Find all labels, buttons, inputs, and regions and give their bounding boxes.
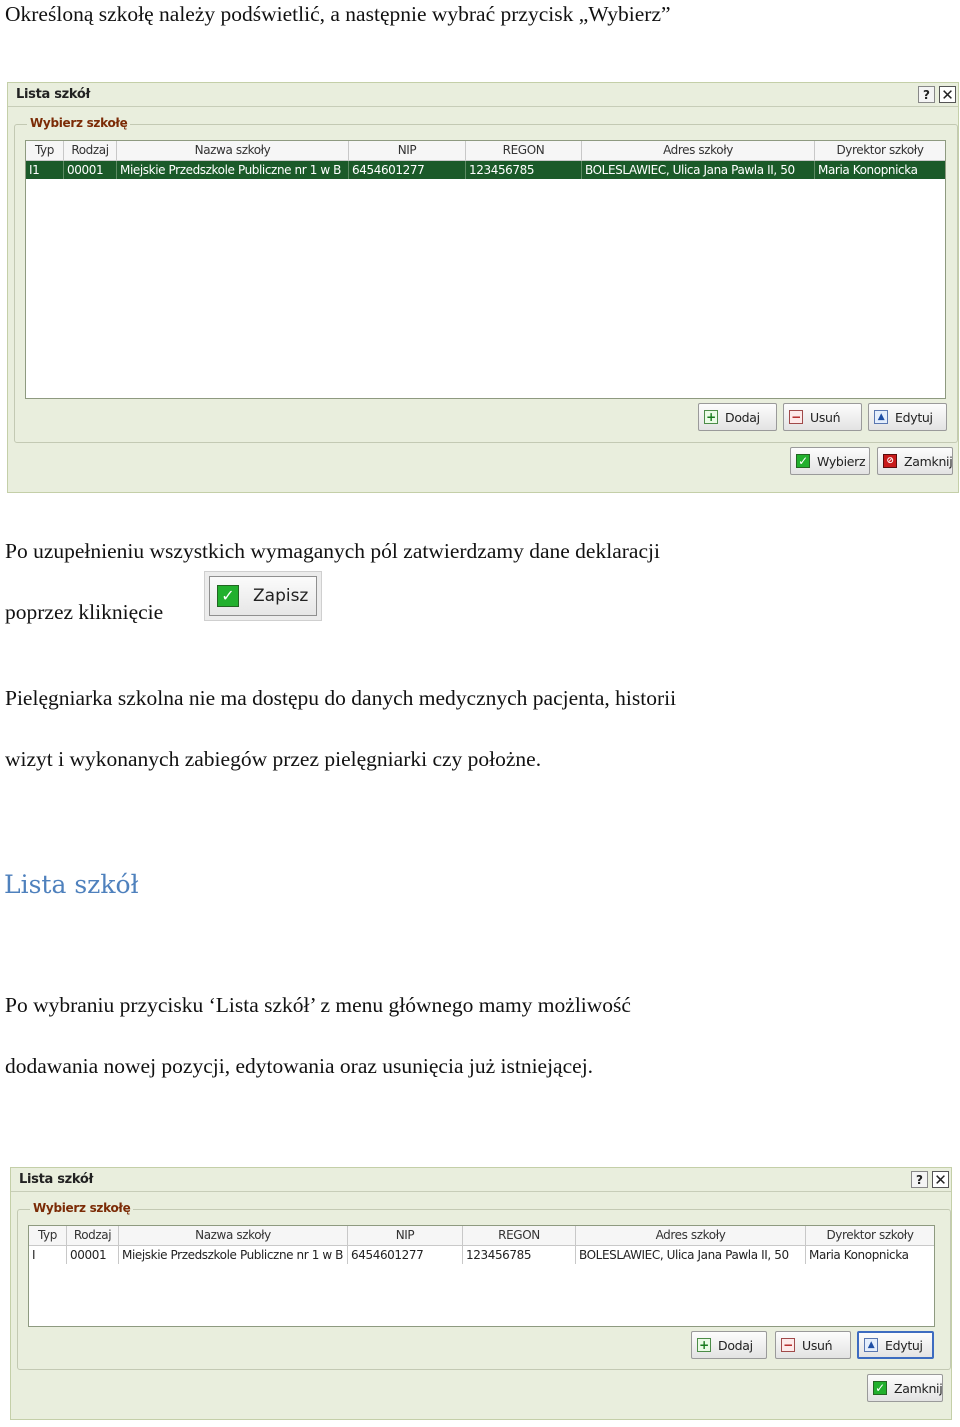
paragraph-list-line1: Po wybraniu przycisku ‘Lista szkół’ z menu głównego mamy możliwość bbox=[5, 993, 631, 1017]
edit-button[interactable] bbox=[868, 403, 947, 431]
help-icon[interactable]: ? bbox=[918, 86, 935, 103]
add-button[interactable] bbox=[691, 1331, 767, 1359]
help-icon[interactable]: ? bbox=[911, 1171, 928, 1188]
close-icon[interactable]: ✕ bbox=[939, 86, 956, 103]
table-row[interactable] bbox=[26, 161, 945, 179]
title-divider bbox=[8, 106, 958, 107]
close-button[interactable] bbox=[867, 1374, 943, 1402]
table-row[interactable] bbox=[29, 1246, 934, 1264]
remove-button-label: Usuń bbox=[810, 409, 841, 425]
title-divider bbox=[11, 1191, 951, 1192]
remove-button-label: Usuń bbox=[802, 1337, 833, 1353]
edit-button[interactable] bbox=[857, 1331, 934, 1359]
group-legend: Wybierz szkołę bbox=[30, 1201, 133, 1215]
window-title: Lista szkół bbox=[16, 87, 91, 102]
close-button-label: Zamknij bbox=[894, 1380, 943, 1396]
add-button-label: Dodaj bbox=[718, 1337, 753, 1353]
edit-button-label: Edytuj bbox=[895, 409, 933, 425]
school-list-window bbox=[7, 82, 959, 493]
column-header-address[interactable]: Adres szkoły bbox=[582, 141, 815, 160]
paragraph-nurse-line1: Pielęgniarka szkolna nie ma dostępu do danych medycznych pacjenta, historii bbox=[5, 686, 677, 710]
cell-regon: 123456785 bbox=[466, 161, 582, 179]
close-icon[interactable]: ✕ bbox=[932, 1171, 949, 1188]
column-header-address[interactable]: Adres szkoły bbox=[576, 1226, 806, 1245]
cell-nip: 6454601277 bbox=[348, 1246, 463, 1264]
edit-icon: ▲ bbox=[864, 1338, 878, 1352]
column-header-name[interactable]: Nazwa szkoły bbox=[119, 1226, 348, 1245]
cell-address: BOLESLAWIEC, Ulica Jana Pawla II, 50 bbox=[576, 1246, 806, 1264]
group-legend: Wybierz szkołę bbox=[27, 116, 130, 130]
plus-icon: + bbox=[704, 410, 718, 424]
cell-name: Miejskie Przedszkole Publiczne nr 1 w B bbox=[117, 161, 349, 179]
remove-button[interactable] bbox=[775, 1331, 851, 1359]
column-header-director[interactable]: Dyrektor szkoły bbox=[826, 1228, 914, 1242]
schools-table[interactable] bbox=[25, 140, 946, 399]
intro-text: Określoną szkołę należy podświetlić, a następnie wybrać przycisk „Wybierz” bbox=[5, 2, 671, 26]
school-list-window-2 bbox=[10, 1167, 952, 1420]
save-button-label: Zapisz bbox=[253, 586, 309, 606]
column-header-director[interactable]: Dyrektor szkoły bbox=[836, 143, 924, 157]
minus-icon: − bbox=[789, 410, 803, 424]
column-header-name[interactable]: Nazwa szkoły bbox=[117, 141, 349, 160]
cell-director: Maria Konopnicka bbox=[818, 163, 918, 177]
minus-icon: − bbox=[781, 1338, 795, 1352]
save-button-image[interactable] bbox=[204, 571, 322, 621]
column-header-type[interactable]: Typ bbox=[26, 141, 64, 160]
column-header-kind[interactable]: Rodzaj bbox=[67, 1226, 119, 1245]
edit-icon: ▲ bbox=[874, 410, 888, 424]
paragraph-save-line1: Po uzupełnieniu wszystkich wymaganych pól zatwierdzamy dane deklaracji bbox=[5, 539, 660, 563]
column-header-regon[interactable]: REGON bbox=[466, 141, 582, 160]
edit-button-label: Edytuj bbox=[885, 1337, 923, 1353]
column-header-nip[interactable]: NIP bbox=[348, 1226, 463, 1245]
column-header-regon[interactable]: REGON bbox=[463, 1226, 576, 1245]
column-header-nip[interactable]: NIP bbox=[349, 141, 466, 160]
cell-regon: 123456785 bbox=[463, 1246, 576, 1264]
cell-kind: 00001 bbox=[67, 1246, 119, 1264]
section-heading: Lista szkół bbox=[4, 870, 139, 899]
paragraph-nurse-line2: wizyt i wykonanych zabiegów przez pielęgniarki czy położne. bbox=[5, 747, 542, 771]
cell-director: Maria Konopnicka bbox=[809, 1248, 909, 1262]
column-header-type[interactable]: Typ bbox=[29, 1226, 67, 1245]
cell-kind: 00001 bbox=[64, 161, 117, 179]
column-header-kind[interactable]: Rodzaj bbox=[64, 141, 117, 160]
cell-type: I bbox=[29, 1246, 67, 1264]
cell-nip: 6454601277 bbox=[349, 161, 466, 179]
schools-table[interactable] bbox=[28, 1225, 935, 1327]
paragraph-list-line2: dodawania nowej pozycji, edytowania oraz usunięcia już istniejącej. bbox=[5, 1054, 594, 1078]
close-button[interactable] bbox=[877, 447, 953, 475]
checkmark-icon: ✓ bbox=[796, 454, 810, 468]
choose-button-label: Wybierz bbox=[817, 453, 866, 469]
paragraph-save-line2: poprzez kliknięcie bbox=[5, 600, 164, 624]
plus-icon: + bbox=[697, 1338, 711, 1352]
remove-button[interactable] bbox=[783, 403, 862, 431]
add-button-label: Dodaj bbox=[725, 409, 760, 425]
checkmark-icon: ✓ bbox=[217, 585, 239, 607]
choose-button[interactable] bbox=[790, 447, 870, 475]
cell-address: BOLESLAWIEC, Ulica Jana Pawla II, 50 bbox=[582, 161, 815, 179]
table-header bbox=[26, 141, 945, 161]
close-red-icon: ⊘ bbox=[883, 454, 897, 468]
cell-name: Miejskie Przedszkole Publiczne nr 1 w B bbox=[119, 1246, 348, 1264]
close-button-label: Zamknij bbox=[904, 453, 953, 469]
table-header bbox=[29, 1226, 934, 1246]
window-title: Lista szkół bbox=[19, 1172, 94, 1187]
checkmark-icon: ✓ bbox=[873, 1381, 887, 1395]
cell-type: I1 bbox=[26, 161, 64, 179]
add-button[interactable] bbox=[698, 403, 777, 431]
